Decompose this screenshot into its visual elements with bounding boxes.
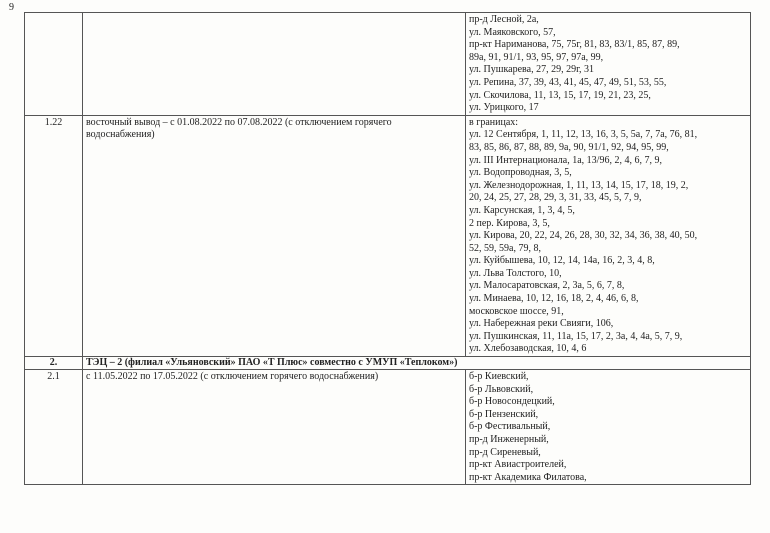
address-line: ул. Набережная реки Свияги, 106,: [469, 318, 614, 330]
section-header-row: [25, 357, 751, 370]
address-list: [466, 13, 751, 116]
address-line: 83, 85, 86, 87, 88, 89, 9а, 90, 91/1, 92, 94, 95, 99,: [469, 141, 669, 153]
address-line: ул. Льва Толстого, 10,: [469, 267, 562, 279]
outage-period: [83, 13, 466, 116]
outage-period: с 11.05.2022 по 17.05.2022 (с отключением горячего водоснабжения): [83, 370, 466, 485]
address-line: б-р Фестивальный,: [469, 421, 551, 433]
section-title: ТЭЦ – 2 (филиал «Ульяновский» ПАО «Т Плюс» совместно с УМУП «Теплоком»): [83, 357, 751, 370]
address-line: б-р Новосондецкий,: [469, 396, 555, 408]
address-line: ул. Урицкого, 17: [469, 102, 539, 114]
address-line: пр-д Лесной, 2а,: [469, 14, 539, 25]
row-number: 1.22: [25, 115, 83, 356]
address-line: ул. Репина, 37, 39, 43, 41, 45, 47, 49, 51, 53, 55,: [469, 76, 667, 88]
address-line: 89а, 91, 91/1, 93, 95, 97, 97а, 99,: [469, 51, 604, 63]
address-line: 20, 24, 25, 27, 28, 29, 3, 31, 33, 45, 5, 7, 9,: [469, 192, 642, 204]
address-line: ул. Пушкарева, 27, 29, 29г, 31: [469, 64, 595, 76]
address-line: московское шоссе, 91,: [469, 305, 564, 317]
address-line: ул. Минаева, 10, 12, 16, 18, 2, 4, 46, 6, 8,: [469, 293, 639, 305]
address-line: пр-д Сиреневый,: [469, 446, 541, 458]
address-list: [466, 370, 751, 485]
address-line: б-р Львовский,: [469, 383, 534, 395]
address-line: 2 пер. Кирова, 3, 5,: [469, 217, 550, 229]
address-line: пр-д Инженерный,: [469, 434, 549, 445]
row-number: 2.1: [25, 370, 83, 485]
address-line: ул. Скочилова, 11, 13, 15, 17, 19, 21, 23, 25,: [469, 89, 651, 101]
table-row: [25, 13, 751, 116]
address-line: 52, 59, 59а, 79, 8,: [469, 242, 541, 254]
address-line: пр-кт Академика Филатова,: [469, 471, 587, 483]
row-number: [25, 13, 83, 116]
page-number: 9: [9, 2, 14, 13]
address-line: ул. Водопроводная, 3, 5,: [469, 167, 572, 179]
address-line: ул. Карсунская, 1, 3, 4, 5,: [469, 204, 575, 216]
table-row: [25, 115, 751, 356]
address-line: ул. Хлебозаводская, 10, 4, 6: [469, 343, 587, 355]
section-number: 2.: [25, 357, 83, 370]
table-row: [25, 370, 751, 485]
address-line: ул. Кирова, 20, 22, 24, 26, 28, 30, 32, 34, 36, 38, 40, 50,: [469, 230, 698, 242]
address-line: пр-кт Авиастроителей,: [469, 459, 567, 471]
address-line: ул. Пушкинская, 11, 11а, 15, 17, 2, 3а, 4, 4а, 5, 7, 9,: [469, 330, 683, 342]
address-line: б-р Киевский,: [469, 371, 529, 383]
address-line: ул. Железнодорожная, 1, 11, 13, 14, 15, 17, 18, 19, 2,: [469, 179, 689, 191]
address-line: пр-кт Нариманова, 75, 75г, 81, 83, 83/1, 85, 87, 89,: [469, 39, 680, 51]
address-line: ул. Маяковского, 57,: [469, 26, 556, 38]
address-line: ул. III Интернационала, 1а, 13/96, 2, 4, 6, 7, 9,: [469, 154, 662, 166]
address-line: ул. 12 Сентября, 1, 11, 12, 13, 16, 3, 5, 5а, 7, 7а, 76, 81,: [469, 129, 698, 141]
address-line: в границах:: [469, 116, 519, 128]
outage-period: восточный вывод – с 01.08.2022 по 07.08.2022 (с отключением горячего водоснабжения): [83, 115, 466, 356]
address-line: б-р Пензенский,: [469, 408, 539, 420]
address-line: ул. Малосаратовская, 2, 3а, 5, 6, 7, 8,: [469, 280, 625, 292]
address-line: ул. Куйбышева, 10, 12, 14, 14а, 16, 2, 3, 4, 8,: [469, 255, 655, 267]
address-list: [466, 115, 751, 356]
schedule-table: [24, 12, 751, 485]
